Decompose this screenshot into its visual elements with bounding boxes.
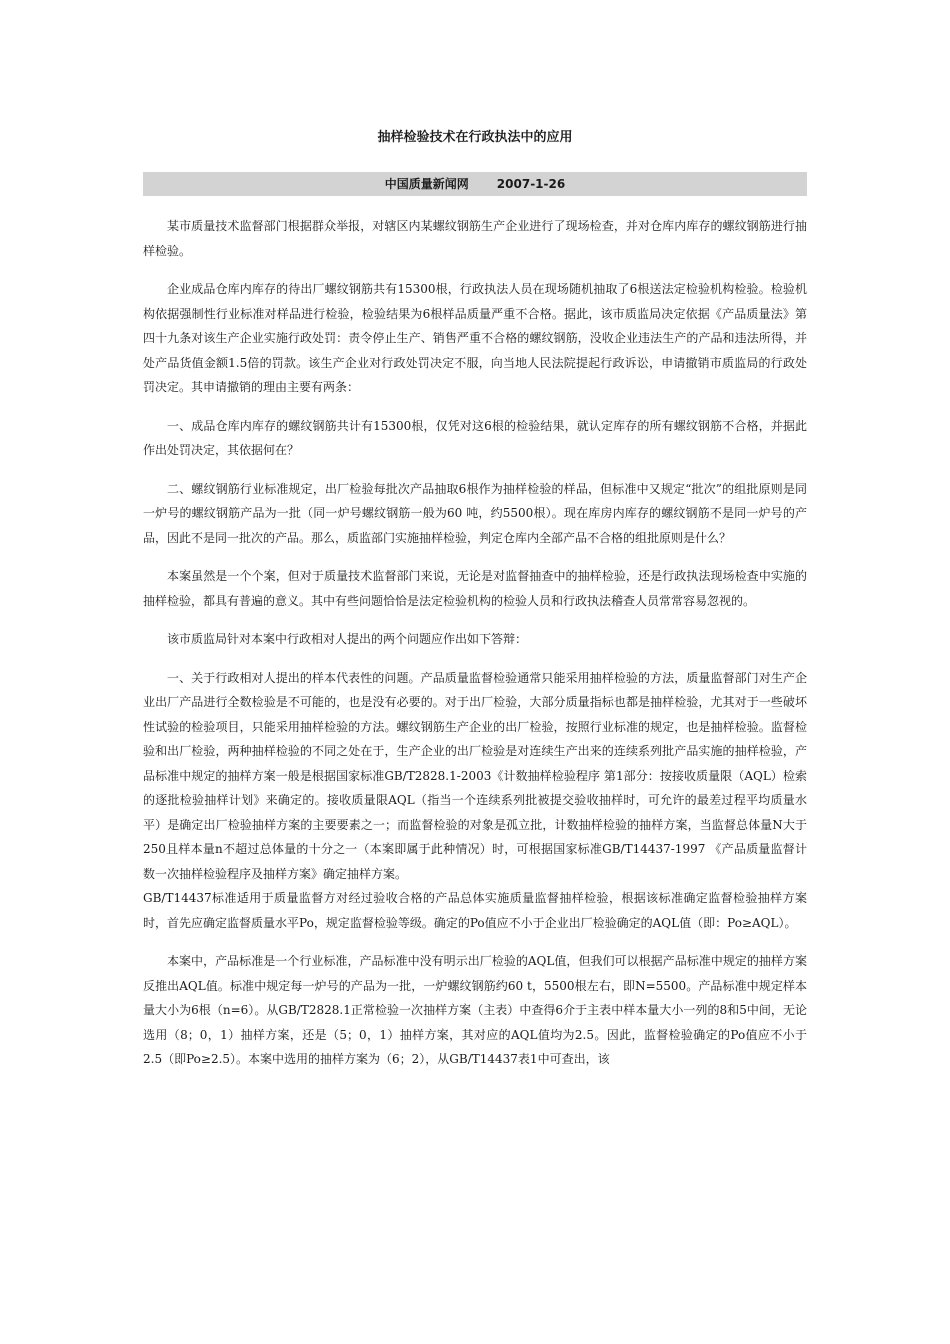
source-bar <box>143 172 807 196</box>
paragraph: 一、成品仓库内库存的螺纹钢筋共计有15300根，仅凭对这6根的检验结果，就认定库存的所有螺纹钢筋不合格，并据此作出处罚决定，其依据何在？ <box>143 418 807 457</box>
paragraph: 二、螺纹钢筋行业标准规定，出厂检验每批次产品抽取6根作为抽样检验的样品，但标准中又规定“批次”的组批原则是同一炉号的螺纹钢筋产品为一批（同一炉号螺纹钢筋一般为60 吨，约5500根）。现在库房内库存的螺纹钢筋不是同一炉号的产品，因此不是同一批次的产品。那么，质监部门实施抽样检验，判定仓库内全部产品不合格的组批原则是什么？ <box>143 481 807 545</box>
source-name: 中国质量新闻网 <box>384 177 469 191</box>
paragraph: 一、关于行政相对人提出的样本代表性的问题。产品质量监督检验通常只能采用抽样检验的方法，质量监督部门对生产企业出厂产品进行全数检验是不可能的，也是没有必要的。对于出厂检验，大部分质量指标也都是抽样检验，尤其对于一些破坏性试验的检验项目，只能采用抽样检验的方法。螺纹钢筋生产企业的出厂检验，按照行业标准的规定，也是抽样检验。监督检验和出厂检验，两种抽样检验的不同之处在于，生产企业的出厂检验是对连续生产出来的连续系列批产品实施的抽样检验，产品标准中规定的抽样方案一般是根据国家标准GB/T2828.1-2003《计数抽样检验程序 第1部分：按接收质量限（AQL）检索的逐批检验抽样计划》来确定的。接收质量限AQL（指当一个连续系列批被提交验收抽样时，可允许的最差过程平均质量水平）是确定出厂检验抽样方案的主要要素之一；而监督检验的对象是孤立批，计数抽样检验的抽样方案，当监督总体量N大于250且样本量n不超过总体量的十分之一（本案即属于此种情况）时，可根据国家标准GB/T14437-1997 《产品质量监督计数一次抽样检验程序及抽样方案》确定抽样方案。 <box>143 670 807 881</box>
document-title: 抽样检验技术在行政执法中的应用 <box>377 130 573 145</box>
paragraph: 本案虽然是一个个案，但对于质量技术监督部门来说，无论是对监督抽查中的抽样检验，还是行政执法现场检查中实施的抽样检验，都具有普遍的意义。其中有些问题恰恰是法定检验机构的检验人员和行政执法稽查人员常常容易忽视的。 <box>143 569 807 608</box>
paragraph: 某市质量技术监督部门根据群众举报，对辖区内某螺纹钢筋生产企业进行了现场检查，并对仓库内库存的螺纹钢筋进行抽样检验。 <box>143 219 807 258</box>
paragraph: GB/T14437标准适用于质量监督方对经过验收合格的产品总体实施质量监督抽样检验，根据该标准确定监督检验抽样方案时，首先应确定监督质量水平Po，规定监督检验等级。确定的Po值应不小于企业出厂检验确定的AQL值（即：Po≥AQL）。 <box>143 891 807 930</box>
paragraph: 企业成品仓库内库存的待出厂螺纹钢筋共有15300根，行政执法人员在现场随机抽取了6根送法定检验机构检验。检验机构依据强制性行业标准对样品进行检验，检验结果为6根样品质量严重不合格。据此，该市质监局决定依据《产品质量法》第四十九条对该生产企业实施行政处罚：责令停止生产、销售严重不合格的螺纹钢筋，没收企业违法生产的产品和违法所得，并处产品货值金额1.5倍的罚款。该生产企业对行政处罚决定不服，向当地人民法院提起行政诉讼，申请撤销市质监局的行政处罚决定。其申请撤销的理由主要有两条： <box>143 282 807 394</box>
publish-date: 2007-1-26 <box>496 177 566 191</box>
article-body <box>143 214 807 1086</box>
paragraph: 该市质监局针对本案中行政相对人提出的两个问题应作出如下答辩： <box>167 632 528 646</box>
paragraph: 本案中，产品标准是一个行业标准，产品标准中没有明示出厂检验的AQL值，但我们可以根据产品标准中规定的抽样方案反推出AQL值。标准中规定每一炉号的产品为一批，一炉螺纹钢筋约60 t，5500根左右，即N=5500。产品标准中规定样本量大小为6根（n=6）。从GB/T2828.1正常检验一次抽样方案（主表）中查得6介于主表中样本量大小一列的8和5中间，无论选用（8；0，1）抽样方案，还是（5；0，1）抽样方案，其对应的AQL值均为2.5。因此，监督检验确定的Po值应不小于2.5（即Po≥2.5）。本案中选用的抽样方案为（6；2），从GB/T14437表1中可查出，该 <box>143 954 807 1066</box>
